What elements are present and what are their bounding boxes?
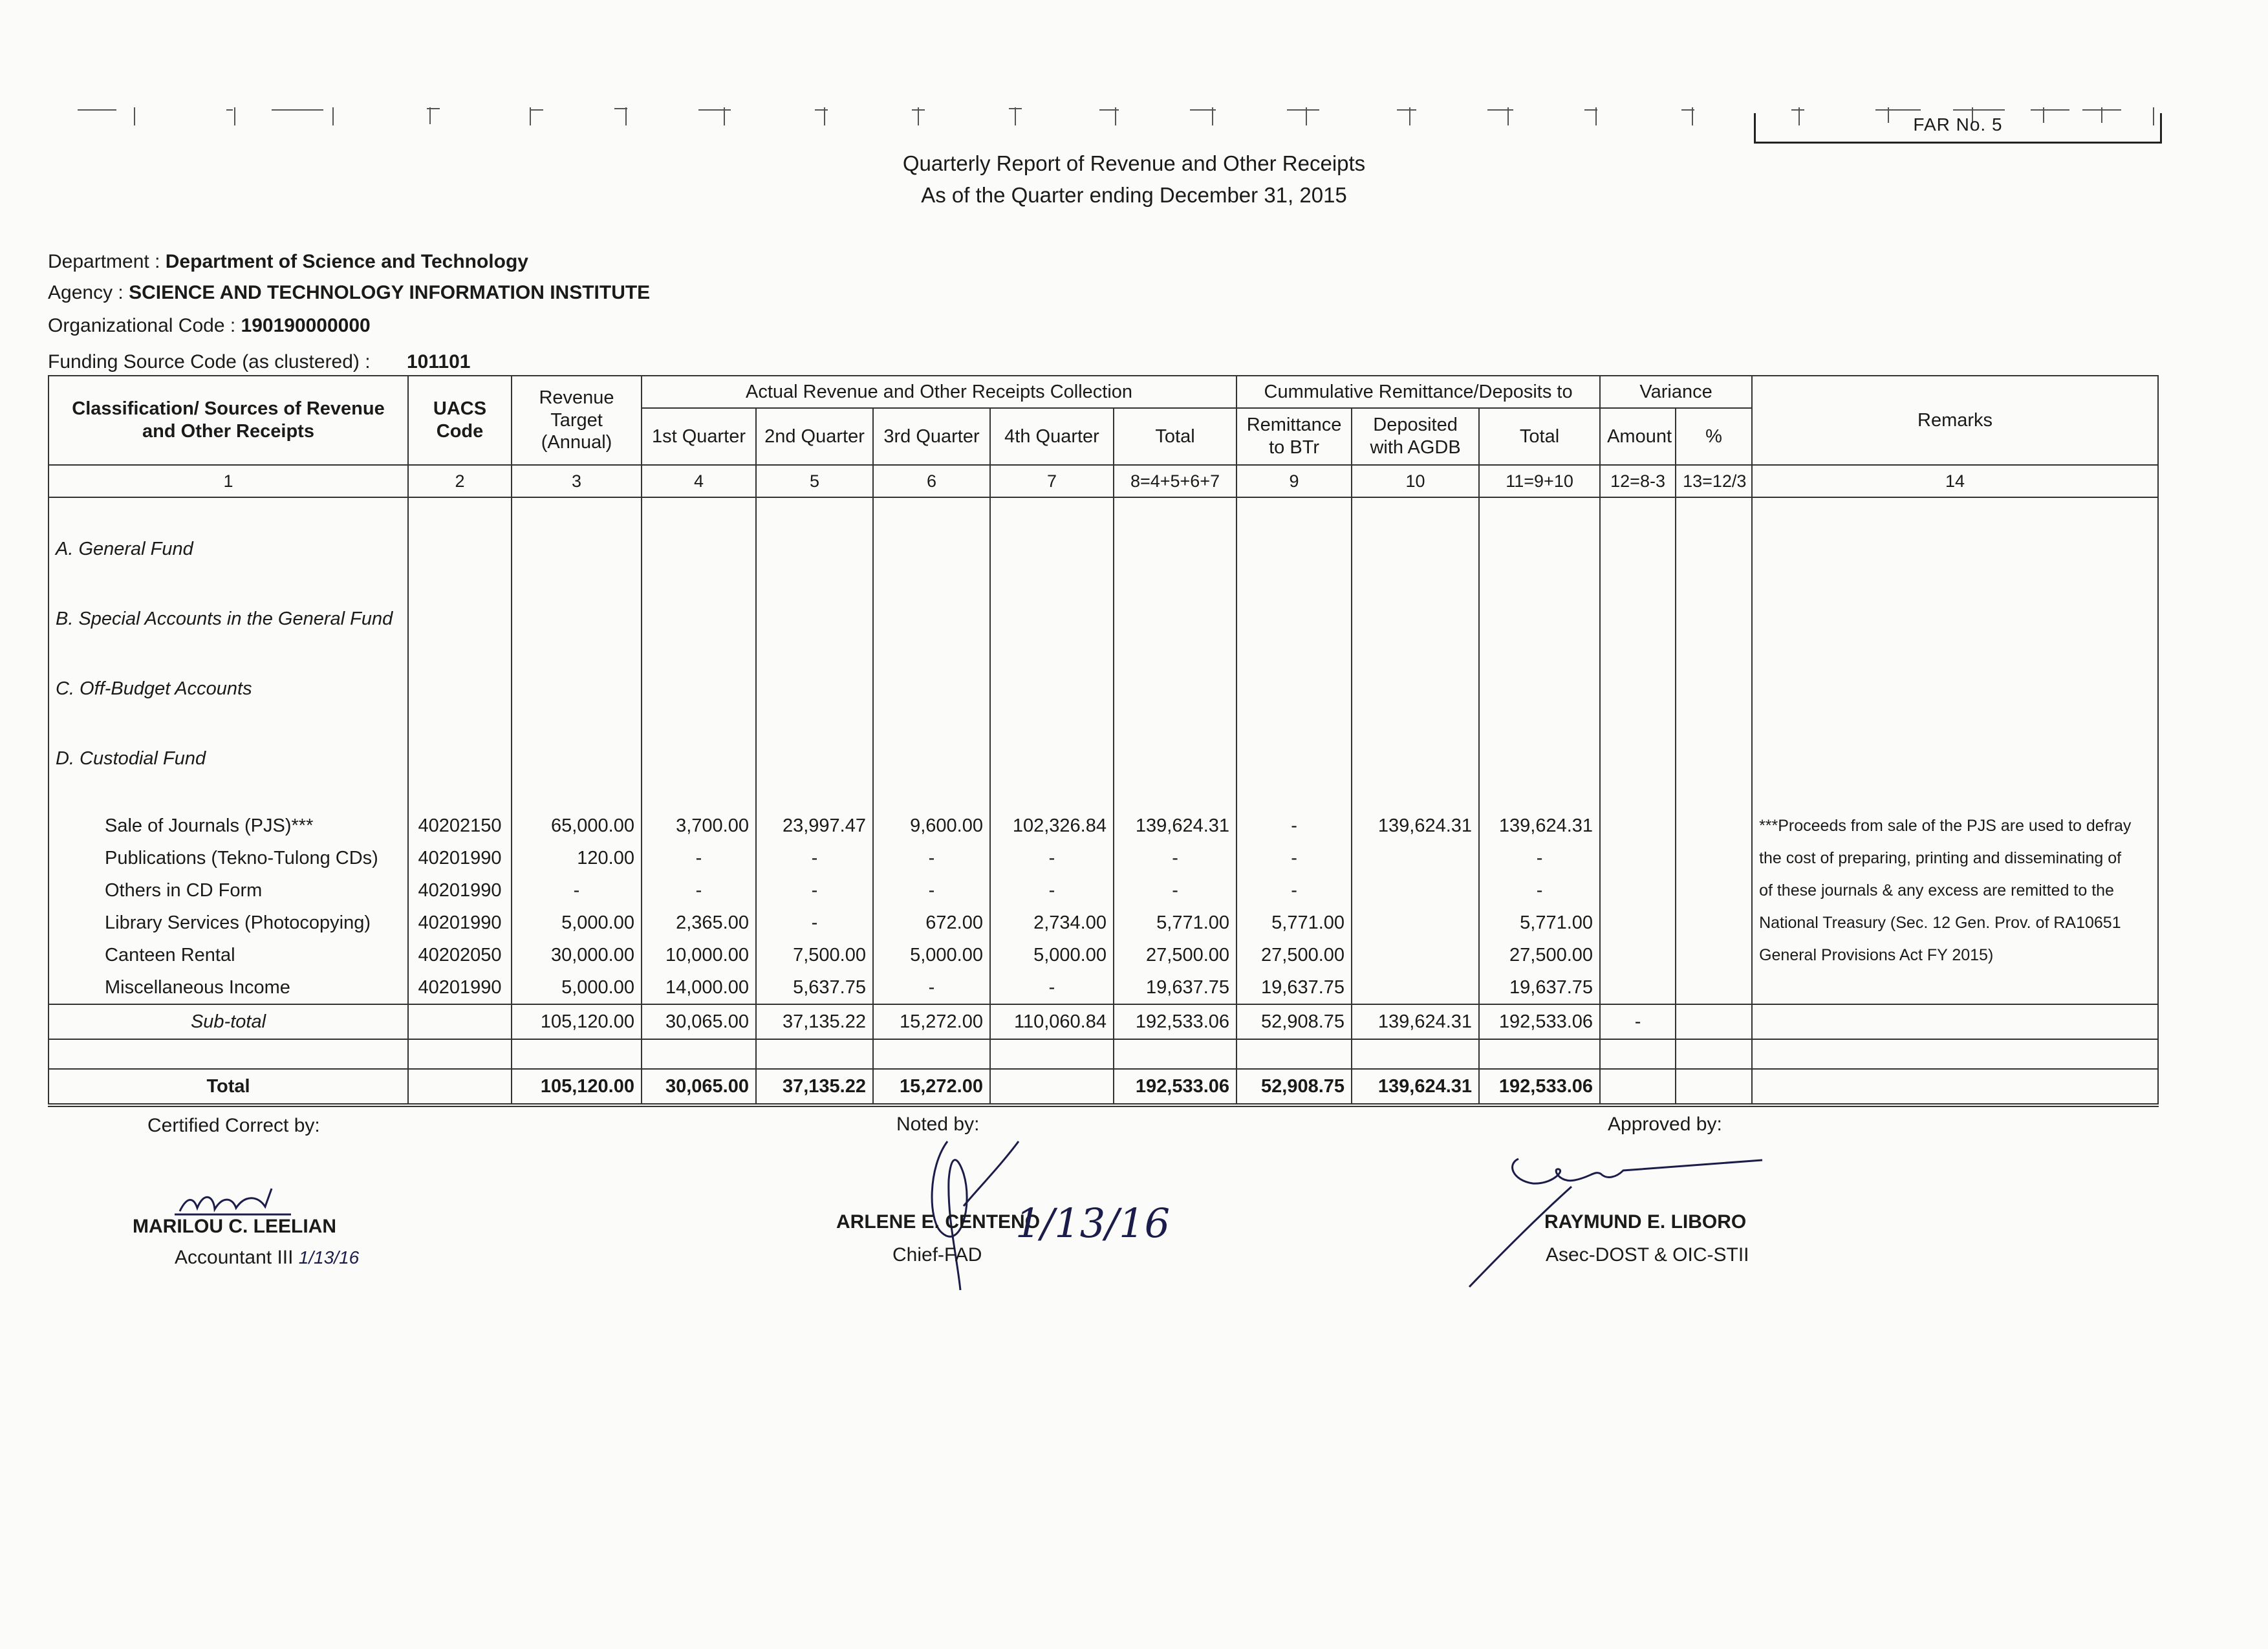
fund-row — [49, 600, 2158, 638]
item-remark: General Provisions Act FY 2015) — [1752, 939, 2158, 971]
item-remark: the cost of preparing, printing and disseminating of — [1752, 842, 2158, 874]
item-q4: - — [990, 874, 1114, 907]
certified-signature — [175, 1182, 304, 1221]
item-pct — [1676, 907, 1752, 939]
item-q2: - — [756, 907, 873, 939]
item-total: 27,500.00 — [1114, 939, 1237, 971]
report-subtitle: As of the Quarter ending December 31, 2015 — [921, 183, 1347, 207]
hdr-deposit-agdb: Deposited with AGDB — [1352, 408, 1479, 465]
item-agdb — [1352, 874, 1479, 907]
item-pct — [1676, 939, 1752, 971]
item-agdb — [1352, 907, 1479, 939]
item-pct — [1676, 971, 1752, 1004]
subtotal-q4: 110,060.84 — [990, 1004, 1114, 1039]
fund-label: D. Custodial Fund — [49, 740, 408, 777]
col-number: 14 — [1752, 465, 2158, 497]
hdr-amount: Amount — [1600, 408, 1676, 465]
item-amount — [1600, 842, 1676, 874]
item-amount — [1600, 874, 1676, 907]
report-title: Quarterly Report of Revenue and Other Receipts — [902, 151, 1366, 175]
spacer-row — [49, 777, 2158, 810]
item-remark: ***Proceeds from sale of the PJS are used to defray — [1752, 810, 2158, 842]
certified-label: Certified Correct by: — [147, 1115, 320, 1136]
funding-line — [48, 351, 471, 373]
item-q2: 7,500.00 — [756, 939, 873, 971]
item-target: 65,000.00 — [512, 810, 642, 842]
item-amount — [1600, 810, 1676, 842]
hdr-remit-total: Total — [1479, 408, 1600, 465]
col-number: 8=4+5+6+7 — [1114, 465, 1237, 497]
approved-label: Approved by: — [1608, 1114, 1722, 1135]
subtotal-q3: 15,272.00 — [873, 1004, 990, 1039]
item-q4: 102,326.84 — [990, 810, 1114, 842]
item-remit-total: 19,637.75 — [1479, 971, 1600, 1004]
department-value: Department of Science and Technology — [165, 251, 528, 272]
funding-code: 101101 — [407, 351, 471, 372]
item-target: - — [512, 874, 642, 907]
form-number: FAR No. 5 — [1913, 114, 2003, 135]
blank-row — [49, 1039, 2158, 1069]
fund-row — [49, 530, 2158, 568]
item-btr: 5,771.00 — [1237, 907, 1352, 939]
item-total: - — [1114, 842, 1237, 874]
item-amount — [1600, 907, 1676, 939]
table-row — [49, 971, 2158, 1004]
item-remit-total: 27,500.00 — [1479, 939, 1600, 971]
noted-label: Noted by: — [896, 1114, 980, 1135]
col-number: 6 — [873, 465, 990, 497]
subtotal-amount: - — [1600, 1004, 1676, 1039]
total-q1: 30,065.00 — [642, 1069, 756, 1105]
hdr-actual-total: Total — [1114, 408, 1237, 465]
hdr-variance-group: Variance — [1600, 376, 1752, 408]
certified-position: Accountant III — [175, 1247, 294, 1268]
approved-position: Asec-DOST & OIC-STII — [1546, 1244, 1749, 1266]
item-q1: - — [642, 842, 756, 874]
hdr-remarks: Remarks — [1752, 376, 2158, 465]
col-number: 3 — [512, 465, 642, 497]
total-row — [49, 1069, 2158, 1105]
spacer-row — [49, 568, 2158, 600]
item-total: 139,624.31 — [1114, 810, 1237, 842]
item-q1: - — [642, 874, 756, 907]
noted-name: ARLENE E. CENTENO — [836, 1211, 1041, 1233]
item-q4: 5,000.00 — [990, 939, 1114, 971]
item-label: Others in CD Form — [49, 874, 408, 907]
col-number: 9 — [1237, 465, 1352, 497]
item-label: Canteen Rental — [49, 939, 408, 971]
item-pct — [1676, 874, 1752, 907]
item-uacs: 40202150 — [408, 810, 512, 842]
item-remark: of these journals & any excess are remitted to the — [1752, 874, 2158, 907]
item-q3: - — [873, 874, 990, 907]
item-total: - — [1114, 874, 1237, 907]
hdr-remit-group: Cummulative Remittance/Deposits to — [1237, 376, 1600, 408]
item-target: 120.00 — [512, 842, 642, 874]
subtotal-total: 192,533.06 — [1114, 1004, 1237, 1039]
noted-position: Chief-FAD — [892, 1244, 982, 1266]
certified-date: 1/13/16 — [298, 1247, 360, 1267]
spacer-row — [49, 707, 2158, 740]
table-row — [49, 907, 2158, 939]
item-q2: 5,637.75 — [756, 971, 873, 1004]
item-q4: - — [990, 971, 1114, 1004]
revenue-table — [48, 375, 2159, 1107]
item-total: 19,637.75 — [1114, 971, 1237, 1004]
item-agdb: 139,624.31 — [1352, 810, 1479, 842]
certified-name: MARILOU C. LEELIAN — [133, 1216, 336, 1237]
table-row — [49, 810, 2158, 842]
item-target: 5,000.00 — [512, 907, 642, 939]
subtotal-label: Sub-total — [49, 1004, 408, 1039]
total-total: 192,533.06 — [1114, 1069, 1237, 1105]
hdr-classification: Classification/ Sources of Revenue and Other Receipts — [49, 376, 408, 465]
subtotal-agdb: 139,624.31 — [1352, 1004, 1479, 1039]
form-number-box — [1754, 113, 2162, 144]
item-agdb — [1352, 939, 1479, 971]
total-remit-total: 192,533.06 — [1479, 1069, 1600, 1105]
col-number: 12=8-3 — [1600, 465, 1676, 497]
spacer-row — [49, 638, 2158, 670]
fund-row — [49, 740, 2158, 777]
col-number: 5 — [756, 465, 873, 497]
hdr-target: Revenue Target (Annual) — [512, 376, 642, 465]
table-row — [49, 939, 2158, 971]
subtotal-remit-total: 192,533.06 — [1479, 1004, 1600, 1039]
item-q2: - — [756, 874, 873, 907]
col-number: 10 — [1352, 465, 1479, 497]
org-code-line — [48, 315, 371, 337]
item-q1: 2,365.00 — [642, 907, 756, 939]
total-target: 105,120.00 — [512, 1069, 642, 1105]
item-remit-total: - — [1479, 874, 1600, 907]
item-label: Sale of Journals (PJS)*** — [49, 810, 408, 842]
subtotal-q2: 37,135.22 — [756, 1004, 873, 1039]
item-q1: 3,700.00 — [642, 810, 756, 842]
agency-line — [48, 282, 650, 304]
funding-label: Funding Source Code (as clustered) : — [48, 351, 371, 372]
item-btr: - — [1237, 810, 1352, 842]
item-remark — [1752, 971, 2158, 1004]
item-uacs: 40201990 — [408, 842, 512, 874]
hdr-q1: 1st Quarter — [642, 408, 756, 465]
item-uacs: 40202050 — [408, 939, 512, 971]
hdr-pct: % — [1676, 408, 1752, 465]
item-btr: - — [1237, 874, 1352, 907]
item-remit-total: 5,771.00 — [1479, 907, 1600, 939]
item-uacs: 40201990 — [408, 971, 512, 1004]
subtotal-btr: 52,908.75 — [1237, 1004, 1352, 1039]
subtotal-row — [49, 1004, 2158, 1039]
item-uacs: 40201990 — [408, 874, 512, 907]
fund-label: B. Special Accounts in the General Fund — [49, 600, 408, 638]
fund-label: C. Off-Budget Accounts — [49, 670, 408, 707]
table-row — [49, 874, 2158, 907]
total-agdb: 139,624.31 — [1352, 1069, 1479, 1105]
item-btr: - — [1237, 842, 1352, 874]
item-agdb — [1352, 971, 1479, 1004]
item-amount — [1600, 971, 1676, 1004]
total-q4 — [990, 1069, 1114, 1105]
subtotal-q1: 30,065.00 — [642, 1004, 756, 1039]
total-q3: 15,272.00 — [873, 1069, 990, 1105]
item-q3: 9,600.00 — [873, 810, 990, 842]
item-q2: - — [756, 842, 873, 874]
hdr-q3: 3rd Quarter — [873, 408, 990, 465]
total-btr: 52,908.75 — [1237, 1069, 1352, 1105]
item-q3: - — [873, 971, 990, 1004]
col-number: 7 — [990, 465, 1114, 497]
hdr-q4: 4th Quarter — [990, 408, 1114, 465]
col-number: 4 — [642, 465, 756, 497]
item-remit-total: - — [1479, 842, 1600, 874]
item-q4: - — [990, 842, 1114, 874]
agency-value: SCIENCE AND TECHNOLOGY INFORMATION INSTITUTE — [129, 282, 651, 303]
item-uacs: 40201990 — [408, 907, 512, 939]
column-number-row — [49, 465, 2158, 497]
item-label: Miscellaneous Income — [49, 971, 408, 1004]
hdr-uacs: UACS Code — [408, 376, 512, 465]
col-number: 1 — [49, 465, 408, 497]
item-q1: 10,000.00 — [642, 939, 756, 971]
item-agdb — [1352, 842, 1479, 874]
fund-row — [49, 670, 2158, 707]
fund-label: A. General Fund — [49, 530, 408, 568]
item-remit-total: 139,624.31 — [1479, 810, 1600, 842]
item-remark: National Treasury (Sec. 12 Gen. Prov. of RA10651 — [1752, 907, 2158, 939]
header-row-1 — [49, 376, 2158, 408]
item-label: Publications (Tekno-Tulong CDs) — [49, 842, 408, 874]
noted-date: 1/13/16 — [1015, 1200, 1171, 1247]
item-btr: 19,637.75 — [1237, 971, 1352, 1004]
col-number: 13=12/3 — [1676, 465, 1752, 497]
item-pct — [1676, 842, 1752, 874]
subtotal-target: 105,120.00 — [512, 1004, 642, 1039]
certified-position-line — [175, 1247, 359, 1269]
item-q4: 2,734.00 — [990, 907, 1114, 939]
item-q2: 23,997.47 — [756, 810, 873, 842]
table-row — [49, 842, 2158, 874]
item-q3: 5,000.00 — [873, 939, 990, 971]
item-q3: - — [873, 842, 990, 874]
department-line — [48, 251, 528, 273]
item-label: Library Services (Photocopying) — [49, 907, 408, 939]
org-code-label: Organizational Code : — [48, 315, 236, 336]
col-number: 11=9+10 — [1479, 465, 1600, 497]
agency-label: Agency : — [48, 282, 124, 303]
hdr-q2: 2nd Quarter — [756, 408, 873, 465]
spacer-row — [49, 497, 2158, 530]
item-target: 5,000.00 — [512, 971, 642, 1004]
org-code-value: 190190000000 — [241, 315, 371, 336]
total-label: Total — [49, 1069, 408, 1105]
hdr-actual-group: Actual Revenue and Other Receipts Collection — [642, 376, 1237, 408]
col-number: 2 — [408, 465, 512, 497]
item-total: 5,771.00 — [1114, 907, 1237, 939]
item-amount — [1600, 939, 1676, 971]
total-q2: 37,135.22 — [756, 1069, 873, 1105]
item-q3: 672.00 — [873, 907, 990, 939]
item-pct — [1676, 810, 1752, 842]
approved-name: RAYMUND E. LIBORO — [1544, 1211, 1747, 1233]
item-btr: 27,500.00 — [1237, 939, 1352, 971]
item-target: 30,000.00 — [512, 939, 642, 971]
item-q1: 14,000.00 — [642, 971, 756, 1004]
department-label: Department : — [48, 251, 160, 272]
hdr-remit-btr: Remittance to BTr — [1237, 408, 1352, 465]
